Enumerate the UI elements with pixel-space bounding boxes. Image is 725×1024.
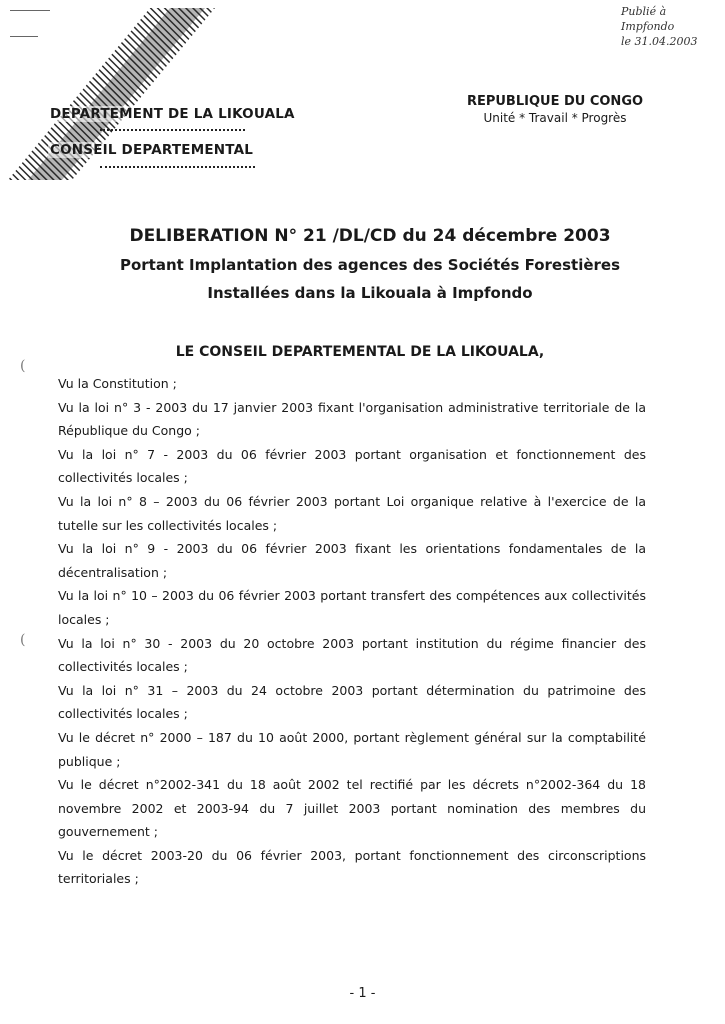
diagonal-stamp [0, 0, 300, 200]
page-number: - 1 - [349, 986, 376, 1001]
deliberation-subtitle: Installées dans la Likouala à Impfondo [207, 284, 533, 302]
republic-name: REPUBLIQUE DU CONGO [466, 94, 644, 109]
considerations-list [58, 372, 646, 891]
handwritten-note [621, 4, 713, 49]
department-name: DEPARTEMENT DE LA LIKOUALA [50, 106, 295, 122]
margin-mark: ( [20, 632, 26, 648]
consideration-item: Vu le décret n°2002-341 du 18 août 2002 tel rectifié par les décrets n°2002-364 du 18 novembre 2002 et 2003-94 du 7 juillet 2003 portant nomination des membres du gouvernement ; [58, 777, 646, 840]
deliberation-title: DELIBERATION N° 21 /DL/CD du 24 décembre 2003 [129, 226, 611, 246]
consideration-item: Vu la loi n° 10 – 2003 du 06 février 2003 portant transfert des compétences aux collectivités locales ; [58, 588, 646, 627]
handwritten-line: le 31.04.2003 [621, 35, 698, 48]
consideration-item: Vu la loi n° 9 - 2003 du 06 février 2003 fixant les orientations fondamentales de la décentralisation ; [58, 541, 646, 580]
council-name: CONSEIL DEPARTEMENTAL [50, 142, 254, 158]
consideration-item: Vu le décret n° 2000 – 187 du 10 août 2000, portant règlement général sur la comptabilité publique ; [58, 729, 646, 769]
dotted-underline [100, 166, 255, 168]
consideration-item: Vu la loi n° 31 – 2003 du 24 octobre 2003 portant détermination du patrimoine des collectivités locales ; [58, 682, 646, 722]
republic-motto: Unité * Travail * Progrès [483, 111, 627, 125]
consideration-item: Vu le décret 2003-20 du 06 février 2003, portant fonctionnement des circonscriptions territoriales ; [58, 847, 646, 887]
margin-mark: ( [20, 358, 26, 374]
consideration-item: Vu la loi n° 7 - 2003 du 06 février 2003 portant organisation et fonctionnement des collectivités locales ; [58, 446, 646, 486]
consideration-item: Vu la loi n° 3 - 2003 du 17 janvier 2003 fixant l'organisation administrative territoriale de la République du Congo ; [58, 399, 646, 439]
consideration-item: Vu la Constitution ; [58, 376, 177, 391]
handwritten-line: Impfondo [621, 20, 675, 33]
dotted-underline [100, 129, 245, 131]
margin-mark [10, 10, 50, 11]
handwritten-line: Publié à [621, 5, 667, 18]
council-heading: LE CONSEIL DEPARTEMENTAL DE LA LIKOUALA, [175, 344, 545, 360]
margin-mark [10, 36, 38, 37]
consideration-item: Vu la loi n° 8 – 2003 du 06 février 2003 portant Loi organique relative à l'exercice de la tutelle sur les collectivités locales ; [58, 493, 646, 533]
republic-header [440, 94, 670, 125]
deliberation-subtitle: Portant Implantation des agences des Sociétés Forestières [119, 256, 621, 274]
consideration-item: Vu la loi n° 30 - 2003 du 20 octobre 2003 portant institution du régime financier des collectivités locales ; [58, 635, 646, 675]
